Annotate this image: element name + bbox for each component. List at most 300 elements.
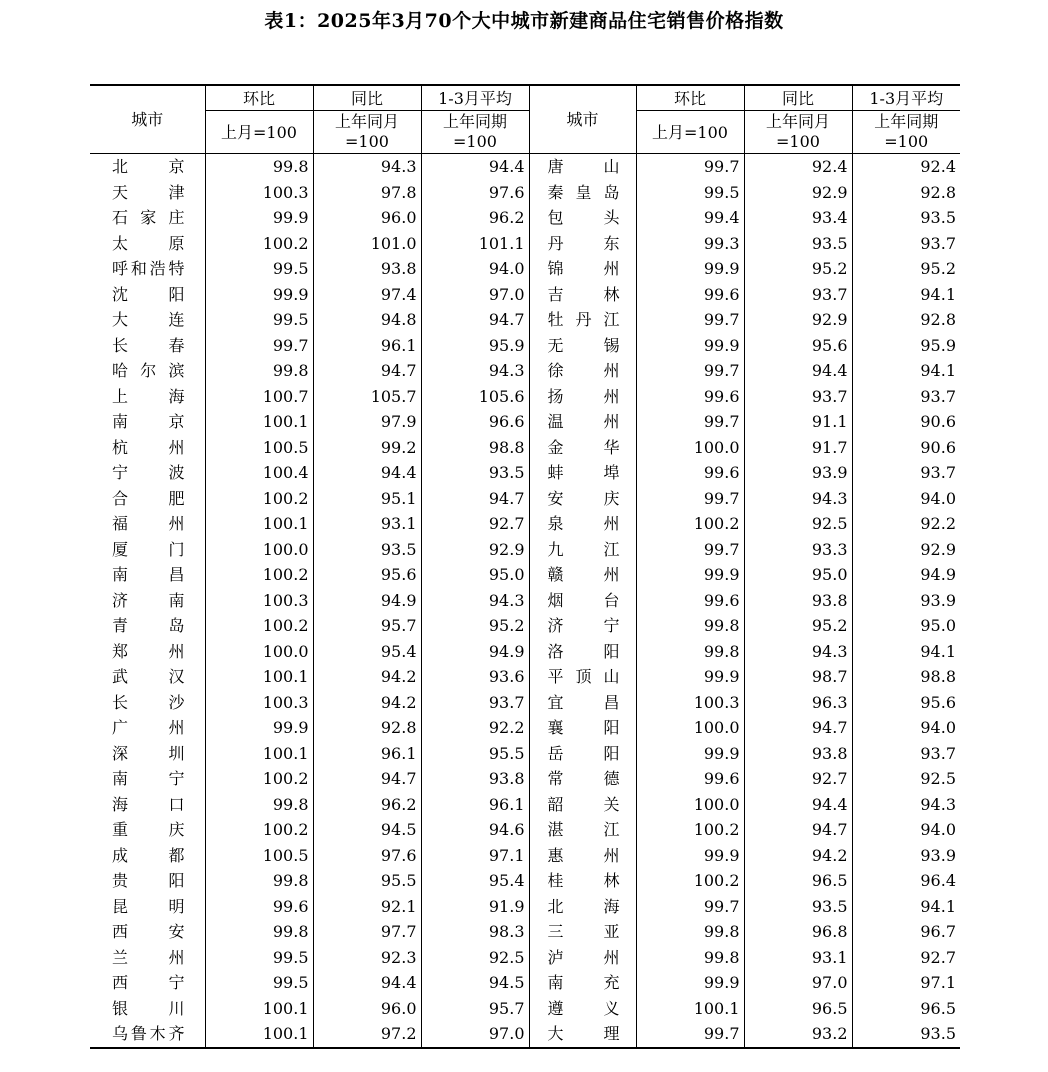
avg-left-cell: 92.9 xyxy=(421,537,529,563)
yoy-right-cell: 93.7 xyxy=(744,384,852,410)
table-row xyxy=(90,256,960,282)
city-right-cell: 金华 xyxy=(529,435,636,461)
avg-right-cell: 92.7 xyxy=(920,947,956,967)
avg-left-cell: 97.0 xyxy=(421,1021,529,1048)
avg-left-cell: 95.4 xyxy=(421,868,529,894)
avg-left-cell: 96.2 xyxy=(421,205,529,231)
avg-right-cell: 94.0 xyxy=(920,488,956,508)
city-right-cell: 秦皇岛 xyxy=(529,180,636,206)
yoy-right-cell: 93.1 xyxy=(744,945,852,971)
avg-left-cell: 98.3 xyxy=(421,919,529,945)
avg-right-cell: 93.7 xyxy=(920,463,956,482)
city-left-cell: 石家庄 xyxy=(90,205,205,231)
yoy-left-cell: 93.1 xyxy=(313,511,421,537)
avg-left-cell: 95.9 xyxy=(421,333,529,359)
city-right-cell: 吉林 xyxy=(529,282,636,308)
yoy-left-cell: 99.2 xyxy=(313,435,421,461)
yoy-left-cell: 97.6 xyxy=(313,843,421,869)
yoy-left-cell: 95.1 xyxy=(313,486,421,512)
table-row xyxy=(90,486,960,512)
mom-right-cell: 100.0 xyxy=(636,435,744,461)
yoy-left-cell: 96.2 xyxy=(313,792,421,818)
mom-left-cell: 100.1 xyxy=(205,1021,313,1048)
table-row xyxy=(90,690,960,716)
avg-left-cell: 94.3 xyxy=(421,358,529,384)
city-right-cell: 南充 xyxy=(529,970,636,996)
table-row xyxy=(90,537,960,563)
yoy-left-cell: 94.4 xyxy=(313,970,421,996)
avg-left-cell: 95.2 xyxy=(421,613,529,639)
yoy-left-cell: 94.4 xyxy=(313,460,421,486)
yoy-left-cell: 92.8 xyxy=(313,715,421,741)
mom-right-cell: 99.9 xyxy=(636,562,744,588)
avg-right-cell: 94.1 xyxy=(920,641,956,661)
city-right-cell: 宜昌 xyxy=(529,690,636,716)
city-right-cell: 泉州 xyxy=(529,511,636,537)
avg-right-cell: 96.5 xyxy=(920,998,956,1018)
yoy-left-cell: 96.1 xyxy=(313,741,421,767)
mom-left-cell: 100.3 xyxy=(205,588,313,614)
city-left-cell: 贵阳 xyxy=(90,868,205,894)
header-yoy-right: 同比 xyxy=(744,85,852,111)
mom-right-cell: 100.1 xyxy=(636,996,744,1022)
table-row xyxy=(90,231,960,257)
avg-right-cell: 93.7 xyxy=(920,743,956,763)
avg-right-cell: 92.8 xyxy=(920,182,956,202)
avg-right-cell: 93.9 xyxy=(920,845,956,865)
avg-right-cell: 95.6 xyxy=(920,692,956,712)
table-row xyxy=(90,792,960,818)
header-city-right: 城市 xyxy=(529,85,636,154)
yoy-left-cell: 96.0 xyxy=(313,205,421,231)
mom-right-cell: 99.3 xyxy=(636,231,744,257)
mom-left-cell: 100.2 xyxy=(205,562,313,588)
mom-left-cell: 100.1 xyxy=(205,996,313,1022)
mom-left-cell: 99.8 xyxy=(205,919,313,945)
yoy-right-cell: 93.2 xyxy=(744,1021,852,1048)
mom-right-cell: 99.7 xyxy=(636,1021,744,1048)
yoy-right-cell: 93.5 xyxy=(744,894,852,920)
mom-right-cell: 100.2 xyxy=(636,511,744,537)
yoy-right-cell: 93.5 xyxy=(744,231,852,257)
avg-left-cell: 96.6 xyxy=(421,409,529,435)
avg-left-cell: 92.7 xyxy=(421,511,529,537)
city-left-cell: 上海 xyxy=(90,384,205,410)
table-row xyxy=(90,460,960,486)
yoy-left-cell: 97.8 xyxy=(313,180,421,206)
city-left-cell: 太原 xyxy=(90,231,205,257)
mom-left-cell: 99.5 xyxy=(205,945,313,971)
avg-right-cell: 92.4 xyxy=(920,157,956,176)
city-left-cell: 海口 xyxy=(90,792,205,818)
mom-right-cell: 99.6 xyxy=(636,588,744,614)
mom-left-cell: 99.9 xyxy=(205,282,313,308)
yoy-right-cell: 91.7 xyxy=(744,435,852,461)
table-row xyxy=(90,639,960,665)
table-row xyxy=(90,562,960,588)
avg-left-cell: 92.5 xyxy=(421,945,529,971)
city-right-cell: 牡丹江 xyxy=(529,307,636,333)
avg-right-cell: 94.1 xyxy=(920,361,956,380)
yoy-right-cell: 97.0 xyxy=(744,970,852,996)
avg-left-cell: 94.5 xyxy=(421,970,529,996)
mom-left-cell: 100.0 xyxy=(205,537,313,563)
yoy-left-cell: 93.8 xyxy=(313,256,421,282)
mom-left-cell: 99.5 xyxy=(205,307,313,333)
table-row xyxy=(90,945,960,971)
subheader-mom-left: 上月=100 xyxy=(205,111,313,154)
city-right-cell: 无锡 xyxy=(529,333,636,359)
table-row xyxy=(90,282,960,308)
city-left-cell: 杭州 xyxy=(90,435,205,461)
mom-left-cell: 100.5 xyxy=(205,843,313,869)
avg-left-cell: 94.7 xyxy=(421,307,529,333)
yoy-right-cell: 96.3 xyxy=(744,690,852,716)
yoy-right-cell: 98.7 xyxy=(744,664,852,690)
mom-right-cell: 100.2 xyxy=(636,868,744,894)
city-right-cell: 岳阳 xyxy=(529,741,636,767)
city-left-cell: 重庆 xyxy=(90,817,205,843)
mom-right-cell: 99.8 xyxy=(636,639,744,665)
city-right-cell: 包头 xyxy=(529,205,636,231)
city-left-cell: 广州 xyxy=(90,715,205,741)
city-right-cell: 湛江 xyxy=(529,817,636,843)
avg-left-cell: 94.7 xyxy=(421,486,529,512)
yoy-left-cell: 95.5 xyxy=(313,868,421,894)
mom-left-cell: 99.5 xyxy=(205,256,313,282)
city-left-cell: 南宁 xyxy=(90,766,205,792)
yoy-right-cell: 95.2 xyxy=(744,256,852,282)
avg-left-cell: 93.5 xyxy=(421,460,529,486)
subheader-avg-right: 上年同期 =100 xyxy=(874,112,939,151)
mom-left-cell: 100.1 xyxy=(205,511,313,537)
table-row xyxy=(90,511,960,537)
avg-left-cell: 105.6 xyxy=(421,384,529,410)
avg-left-cell: 94.4 xyxy=(421,154,529,180)
city-left-cell: 银川 xyxy=(90,996,205,1022)
table-row xyxy=(90,919,960,945)
yoy-left-cell: 105.7 xyxy=(313,384,421,410)
city-right-cell: 赣州 xyxy=(529,562,636,588)
yoy-right-cell: 92.7 xyxy=(744,766,852,792)
mom-left-cell: 99.8 xyxy=(205,792,313,818)
mom-right-cell: 99.9 xyxy=(636,664,744,690)
city-right-cell: 泸州 xyxy=(529,945,636,971)
mom-left-cell: 99.8 xyxy=(205,154,313,180)
city-left-cell: 济南 xyxy=(90,588,205,614)
city-right-cell: 桂林 xyxy=(529,868,636,894)
mom-right-cell: 100.0 xyxy=(636,792,744,818)
table-row xyxy=(90,154,960,180)
city-right-cell: 惠州 xyxy=(529,843,636,869)
city-left-cell: 乌鲁木齐 xyxy=(90,1021,205,1048)
avg-left-cell: 93.6 xyxy=(421,664,529,690)
yoy-right-cell: 92.9 xyxy=(744,307,852,333)
mom-right-cell: 99.7 xyxy=(636,154,744,180)
city-left-cell: 西安 xyxy=(90,919,205,945)
avg-right-cell: 93.7 xyxy=(920,386,956,406)
avg-right-cell: 96.4 xyxy=(920,871,956,890)
avg-left-cell: 95.5 xyxy=(421,741,529,767)
avg-left-cell: 97.6 xyxy=(421,180,529,206)
avg-right-cell: 95.9 xyxy=(920,335,956,355)
city-right-cell: 唐山 xyxy=(529,154,636,180)
city-right-cell: 烟台 xyxy=(529,588,636,614)
city-left-cell: 福州 xyxy=(90,511,205,537)
avg-left-cell: 97.0 xyxy=(421,282,529,308)
mom-right-cell: 99.6 xyxy=(636,384,744,410)
mom-right-cell: 99.4 xyxy=(636,205,744,231)
yoy-right-cell: 91.1 xyxy=(744,409,852,435)
table-row xyxy=(90,384,960,410)
city-left-cell: 哈尔滨 xyxy=(90,358,205,384)
city-left-cell: 天津 xyxy=(90,180,205,206)
mom-left-cell: 100.1 xyxy=(205,409,313,435)
yoy-left-cell: 94.7 xyxy=(313,766,421,792)
table-title: 表1：2025年3月70个大中城市新建商品住宅销售价格指数 xyxy=(264,10,784,32)
yoy-right-cell: 94.2 xyxy=(744,843,852,869)
mom-left-cell: 99.5 xyxy=(205,970,313,996)
city-left-cell: 深圳 xyxy=(90,741,205,767)
mom-right-cell: 99.6 xyxy=(636,766,744,792)
yoy-left-cell: 94.9 xyxy=(313,588,421,614)
subheader-mom-right: 上月=100 xyxy=(636,111,744,154)
mom-right-cell: 99.6 xyxy=(636,282,744,308)
mom-right-cell: 99.7 xyxy=(636,486,744,512)
city-left-cell: 沈阳 xyxy=(90,282,205,308)
yoy-right-cell: 94.7 xyxy=(744,715,852,741)
header-avg-left: 1-3月平均 xyxy=(421,85,529,111)
avg-right-cell: 95.0 xyxy=(920,616,956,635)
yoy-right-cell: 94.7 xyxy=(744,817,852,843)
mom-left-cell: 100.1 xyxy=(205,741,313,767)
yoy-left-cell: 95.4 xyxy=(313,639,421,665)
mom-left-cell: 100.5 xyxy=(205,435,313,461)
mom-left-cell: 99.7 xyxy=(205,333,313,359)
mom-right-cell: 99.5 xyxy=(636,180,744,206)
avg-right-cell: 93.7 xyxy=(920,233,956,253)
city-left-cell: 成都 xyxy=(90,843,205,869)
avg-left-cell: 94.0 xyxy=(421,256,529,282)
avg-left-cell: 98.8 xyxy=(421,435,529,461)
avg-right-cell: 90.6 xyxy=(920,412,956,431)
yoy-left-cell: 97.4 xyxy=(313,282,421,308)
avg-right-cell: 94.1 xyxy=(920,284,956,304)
city-right-cell: 遵义 xyxy=(529,996,636,1022)
avg-right-cell: 93.9 xyxy=(920,590,956,610)
yoy-left-cell: 96.0 xyxy=(313,996,421,1022)
yoy-right-cell: 96.5 xyxy=(744,996,852,1022)
city-left-cell: 昆明 xyxy=(90,894,205,920)
city-right-cell: 襄阳 xyxy=(529,715,636,741)
table-header xyxy=(90,85,960,154)
table-row xyxy=(90,741,960,767)
yoy-right-cell: 94.3 xyxy=(744,486,852,512)
mom-right-cell: 99.8 xyxy=(636,919,744,945)
mom-left-cell: 100.0 xyxy=(205,639,313,665)
city-left-cell: 北京 xyxy=(90,154,205,180)
table-row xyxy=(90,996,960,1022)
table-row xyxy=(90,715,960,741)
mom-right-cell: 100.2 xyxy=(636,817,744,843)
city-left-cell: 南京 xyxy=(90,409,205,435)
yoy-right-cell: 95.6 xyxy=(744,333,852,359)
avg-right-cell: 92.2 xyxy=(920,514,956,533)
yoy-left-cell: 95.7 xyxy=(313,613,421,639)
city-right-cell: 平顶山 xyxy=(529,664,636,690)
yoy-left-cell: 97.2 xyxy=(313,1021,421,1048)
mom-left-cell: 100.2 xyxy=(205,817,313,843)
table-row xyxy=(90,1021,960,1048)
mom-left-cell: 99.8 xyxy=(205,358,313,384)
mom-right-cell: 100.3 xyxy=(636,690,744,716)
avg-right-cell: 93.5 xyxy=(920,208,956,227)
table-body xyxy=(90,154,960,1048)
mom-right-cell: 99.9 xyxy=(636,333,744,359)
avg-left-cell: 97.1 xyxy=(421,843,529,869)
city-right-cell: 韶关 xyxy=(529,792,636,818)
mom-left-cell: 99.9 xyxy=(205,715,313,741)
city-left-cell: 青岛 xyxy=(90,613,205,639)
city-left-cell: 长沙 xyxy=(90,690,205,716)
city-left-cell: 长春 xyxy=(90,333,205,359)
table-row xyxy=(90,868,960,894)
city-right-cell: 丹东 xyxy=(529,231,636,257)
yoy-left-cell: 92.3 xyxy=(313,945,421,971)
city-right-cell: 九江 xyxy=(529,537,636,563)
mom-right-cell: 99.8 xyxy=(636,945,744,971)
mom-left-cell: 100.2 xyxy=(205,486,313,512)
avg-left-cell: 94.3 xyxy=(421,588,529,614)
avg-left-cell: 96.1 xyxy=(421,792,529,818)
table-row xyxy=(90,970,960,996)
mom-right-cell: 100.0 xyxy=(636,715,744,741)
header-mom-left: 环比 xyxy=(205,85,313,111)
city-right-cell: 安庆 xyxy=(529,486,636,512)
mom-right-cell: 99.6 xyxy=(636,460,744,486)
table-row xyxy=(90,664,960,690)
mom-right-cell: 99.7 xyxy=(636,409,744,435)
city-right-cell: 济宁 xyxy=(529,613,636,639)
city-left-cell: 武汉 xyxy=(90,664,205,690)
table-row xyxy=(90,358,960,384)
yoy-left-cell: 94.8 xyxy=(313,307,421,333)
mom-right-cell: 99.9 xyxy=(636,970,744,996)
mom-right-cell: 99.9 xyxy=(636,741,744,767)
avg-right-cell: 94.3 xyxy=(920,794,956,814)
table-row xyxy=(90,435,960,461)
avg-right-cell: 92.9 xyxy=(920,539,956,559)
city-right-cell: 三亚 xyxy=(529,919,636,945)
yoy-right-cell: 94.4 xyxy=(744,792,852,818)
avg-right-cell: 94.9 xyxy=(920,565,956,584)
avg-left-cell: 92.2 xyxy=(421,715,529,741)
city-right-cell: 大理 xyxy=(529,1021,636,1048)
yoy-right-cell: 93.4 xyxy=(744,205,852,231)
yoy-right-cell: 95.2 xyxy=(744,613,852,639)
avg-left-cell: 91.9 xyxy=(421,894,529,920)
yoy-right-cell: 93.9 xyxy=(744,460,852,486)
mom-left-cell: 99.6 xyxy=(205,894,313,920)
avg-left-cell: 94.9 xyxy=(421,639,529,665)
avg-left-cell: 95.7 xyxy=(421,996,529,1022)
city-left-cell: 厦门 xyxy=(90,537,205,563)
yoy-left-cell: 94.2 xyxy=(313,690,421,716)
avg-right-cell: 94.1 xyxy=(920,896,956,916)
mom-left-cell: 100.1 xyxy=(205,664,313,690)
yoy-right-cell: 93.8 xyxy=(744,741,852,767)
city-right-cell: 北海 xyxy=(529,894,636,920)
subheader-avg-left: 上年同期 =100 xyxy=(421,111,529,154)
table-row xyxy=(90,180,960,206)
avg-left-cell: 94.6 xyxy=(421,817,529,843)
yoy-right-cell: 96.8 xyxy=(744,919,852,945)
header-yoy-left: 同比 xyxy=(313,85,421,111)
yoy-right-cell: 94.3 xyxy=(744,639,852,665)
mom-right-cell: 99.7 xyxy=(636,537,744,563)
mom-right-cell: 99.9 xyxy=(636,256,744,282)
city-left-cell: 南昌 xyxy=(90,562,205,588)
city-right-cell: 徐州 xyxy=(529,358,636,384)
city-right-cell: 温州 xyxy=(529,409,636,435)
mom-left-cell: 100.2 xyxy=(205,766,313,792)
avg-right-cell: 92.8 xyxy=(920,310,956,329)
avg-right-cell: 94.0 xyxy=(920,718,956,737)
yoy-left-cell: 92.1 xyxy=(313,894,421,920)
avg-right-cell: 92.5 xyxy=(920,769,956,788)
yoy-left-cell: 95.6 xyxy=(313,562,421,588)
header-mom-right: 环比 xyxy=(636,85,744,111)
table-row xyxy=(90,588,960,614)
mom-right-cell: 99.9 xyxy=(636,843,744,869)
yoy-right-cell: 92.5 xyxy=(744,511,852,537)
yoy-right-cell: 93.7 xyxy=(744,282,852,308)
yoy-left-cell: 101.0 xyxy=(313,231,421,257)
city-left-cell: 大连 xyxy=(90,307,205,333)
table-row xyxy=(90,205,960,231)
avg-left-cell: 95.0 xyxy=(421,562,529,588)
city-left-cell: 宁波 xyxy=(90,460,205,486)
yoy-left-cell: 94.5 xyxy=(313,817,421,843)
mom-right-cell: 99.7 xyxy=(636,358,744,384)
price-index-table xyxy=(90,84,960,1049)
city-right-cell: 蚌埠 xyxy=(529,460,636,486)
yoy-left-cell: 93.5 xyxy=(313,537,421,563)
table-row xyxy=(90,843,960,869)
table-row xyxy=(90,766,960,792)
table-row xyxy=(90,307,960,333)
header-avg-right: 1-3月平均 xyxy=(852,85,960,111)
mom-left-cell: 100.2 xyxy=(205,613,313,639)
subheader-yoy-left: 上年同月 =100 xyxy=(313,111,421,154)
mom-left-cell: 100.3 xyxy=(205,180,313,206)
mom-left-cell: 100.2 xyxy=(205,231,313,257)
city-left-cell: 合肥 xyxy=(90,486,205,512)
avg-left-cell: 101.1 xyxy=(421,231,529,257)
table-row xyxy=(90,409,960,435)
city-left-cell: 兰州 xyxy=(90,945,205,971)
yoy-right-cell: 96.5 xyxy=(744,868,852,894)
avg-left-cell: 93.7 xyxy=(421,690,529,716)
mom-right-cell: 99.7 xyxy=(636,307,744,333)
yoy-right-cell: 93.3 xyxy=(744,537,852,563)
avg-right-cell: 95.2 xyxy=(920,259,956,278)
yoy-left-cell: 97.7 xyxy=(313,919,421,945)
city-right-cell: 锦州 xyxy=(529,256,636,282)
city-right-cell: 洛阳 xyxy=(529,639,636,665)
avg-right-cell: 93.5 xyxy=(920,1024,956,1043)
city-left-cell: 呼和浩特 xyxy=(90,256,205,282)
